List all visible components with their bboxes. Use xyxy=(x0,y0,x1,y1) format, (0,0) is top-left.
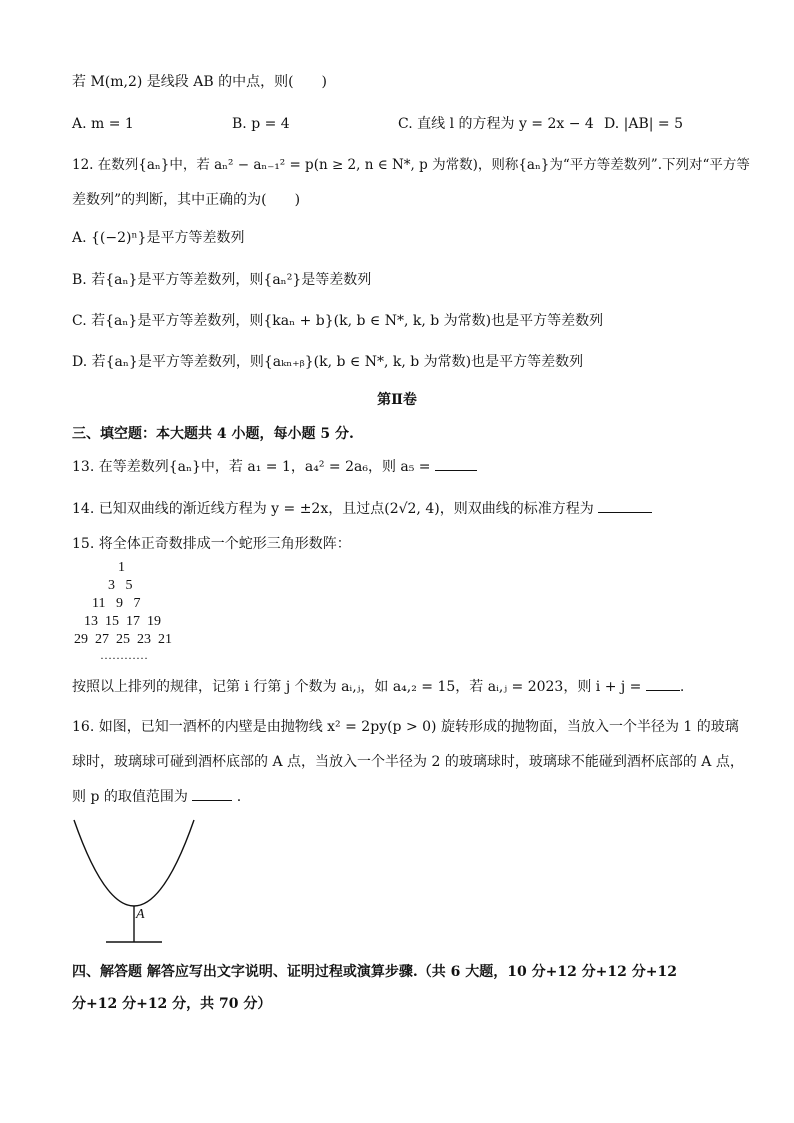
q15-row-2: 3 5 xyxy=(108,578,133,593)
q11-option-a: A. m = 1 xyxy=(72,116,134,132)
q15-row-ellipsis: ………… xyxy=(100,648,148,662)
q11-option-d: D. |AB| = 5 xyxy=(604,116,683,132)
q15-row-3: 11 9 7 xyxy=(92,596,141,611)
q15-row-4: 13 15 17 19 xyxy=(84,614,161,629)
q15-tail: 按照以上排列的规律，记第 i 行第 j 个数为 aᵢ,ⱼ，如 a₄,₂ = 15，若 aᵢ,ⱼ = 2023，则 i + j = . xyxy=(72,676,684,697)
section3-title: 三、填空题：本大题共 4 小题，每小题 5 分. xyxy=(72,426,354,442)
q14-stem: 14. 已知双曲线的渐近线方程为 y = ±2x，且过点(2√2, 4)，则双曲线的标准方程为 xyxy=(72,501,594,517)
q14-answer-blank[interactable] xyxy=(598,498,652,513)
q15-stem: 15. 将全体正奇数排成一个蛇形三角形数阵： xyxy=(72,536,351,552)
q15-answer-blank[interactable] xyxy=(646,676,680,691)
q16-line3: 则 p 的取值范围为 . xyxy=(72,786,241,807)
q11-option-c: C. 直线 l 的方程为 y = 2x − 4 xyxy=(398,116,594,132)
point-a-label: A xyxy=(136,907,145,922)
q15-row-5: 29 27 25 23 21 xyxy=(74,632,172,647)
q15-row-1: 1 xyxy=(118,560,125,575)
q12-option-d: D. 若{aₙ}是平方等差数列，则{aₖₙ₊ᵦ}(k, b ∈ N*, k, b 为常数)也是平方等差数列 xyxy=(72,354,584,370)
q16-line2: 球时，玻璃球可碰到酒杯底部的 A 点，当放入一个半径为 2 的玻璃球时，玻璃球不能碰到酒杯底部的 A 点， xyxy=(72,754,744,770)
q16-line1: 16. 如图，已知一酒杯的内壁是由抛物线 x² = 2py(p > 0) 旋转形成的抛物面，当放入一个半径为 1 的玻璃 xyxy=(72,719,739,735)
parabola-curve xyxy=(74,820,194,906)
q12-stem-line1: 12. 在数列{aₙ}中，若 aₙ² − aₙ₋₁² = p(n ≥ 2, n ∈ N*, p 为常数)，则称{aₙ}为“平方等差数列”.下列对“平方等 xyxy=(72,157,750,173)
section4-line2: 分+12 分+12 分，共 70 分） xyxy=(72,996,272,1012)
q13-text xyxy=(72,456,477,477)
wine-glass-figure xyxy=(66,816,206,946)
q11-option-b: B. p = 4 xyxy=(232,116,290,132)
q13-answer-blank[interactable] xyxy=(435,456,477,471)
q12-stem-line2: 差数列”的判断，其中正确的为( ) xyxy=(72,192,301,208)
q15-tail-text: 按照以上排列的规律，记第 i 行第 j 个数为 aᵢ,ⱼ，如 a₄,₂ = 15，若 aᵢ,ⱼ = 2023，则 i + j = xyxy=(72,679,642,695)
q13-stem: 13. 在等差数列{aₙ}中，若 a₁ = 1，a₄² = 2a₆，则 a₅ = xyxy=(72,459,431,475)
q12-option-a: A. {(−2)ⁿ}是平方等差数列 xyxy=(72,230,245,246)
q11-stem: 若 M(m,2) 是线段 AB 的中点，则( ) xyxy=(72,74,328,90)
q16-answer-blank[interactable] xyxy=(192,786,232,801)
q12-option-b: B. 若{aₙ}是平方等差数列，则{aₙ²}是等差数列 xyxy=(72,272,372,288)
q14-text xyxy=(72,498,652,519)
part2-title: 第Ⅱ卷 xyxy=(377,392,417,408)
q16-line3-text: 则 p 的取值范围为 xyxy=(72,789,188,805)
section4-line1: 四、解答题 解答应写出文字说明、证明过程或演算步骤.（共 6 大题，10 分+12 分+12 分+12 xyxy=(72,964,677,980)
q12-option-c: C. 若{aₙ}是平方等差数列，则{kaₙ + b}(k, b ∈ N*, k, b 为常数)也是平方等差数列 xyxy=(72,313,604,329)
